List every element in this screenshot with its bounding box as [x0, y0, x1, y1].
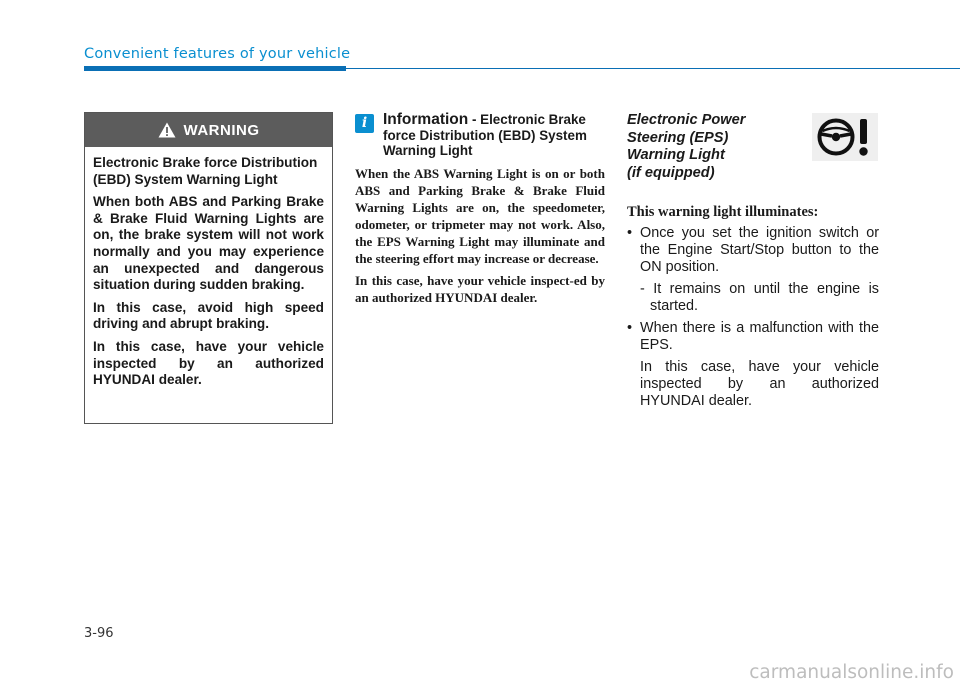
page-number: 3-96	[84, 626, 114, 641]
eps-title-line: Electronic Power	[627, 112, 746, 128]
information-title-main: Information	[383, 111, 469, 128]
warning-header	[85, 113, 332, 147]
information-paragraph: In this case, have your vehicle inspect-ed by an authorized HYUNDAI dealer.	[355, 272, 605, 305]
information-title-rest: - Electronic Brake force Distribution (EBD) System Warning Light	[383, 112, 587, 158]
eps-title-line: Steering (EPS)	[627, 129, 729, 146]
list-item: • When there is a malfunction with the EPS.	[627, 320, 879, 354]
information-section	[355, 112, 605, 311]
warning-paragraph: In this case, have your vehicle inspected by an authorized HYUNDAI dealer.	[93, 338, 324, 388]
watermark: carmanualsonline.info	[749, 662, 954, 683]
list-subitem-text: - It remains on until the engine is started.	[640, 281, 879, 314]
warning-triangle-icon	[158, 122, 176, 138]
header-rule-thin	[346, 68, 960, 69]
warning-paragraph: When both ABS and Parking Brake & Brake Fluid Warning Lights are on, the brake system will not work normally and you may experience an unexpected and dangerous situation during sudden braking.	[93, 194, 324, 293]
eps-title	[627, 112, 797, 182]
warning-paragraph: In this case, avoid high speed driving and abrupt braking.	[93, 299, 324, 332]
eps-steering-warning-icon	[812, 113, 878, 161]
section-title: Convenient features of your vehicle	[84, 46, 351, 62]
information-paragraph: When the ABS Warning Light is on or both ABS and Parking Brake & Brake Fluid Warning Lights are on, the speedometer, odometer, or tripmeter may not work. Also, the EPS Warning Light may illuminate and the steering effort may increase or decrease.	[355, 165, 605, 266]
eps-title-line: Warning Light	[627, 147, 725, 163]
list-item-note: In this case, have your vehicle inspected by an authorized HYUNDAI dealer.	[640, 359, 879, 409]
list-subitem	[627, 281, 879, 315]
eps-illuminates-heading: This warning light illuminates:	[627, 204, 819, 220]
header-rule-thick	[84, 66, 346, 71]
list-item: • Once you set the ignition switch or the Engine Start/Stop button to the ON position.	[627, 225, 879, 276]
eps-list	[627, 225, 879, 415]
warning-box	[84, 112, 333, 424]
warning-subtitle: Electronic Brake force Distribution (EBD) System Warning Light	[93, 155, 318, 187]
info-icon: i	[355, 114, 374, 133]
eps-title-line: (if equipped)	[627, 164, 715, 181]
warning-heading: WARNING	[183, 121, 260, 139]
information-title	[380, 112, 605, 159]
